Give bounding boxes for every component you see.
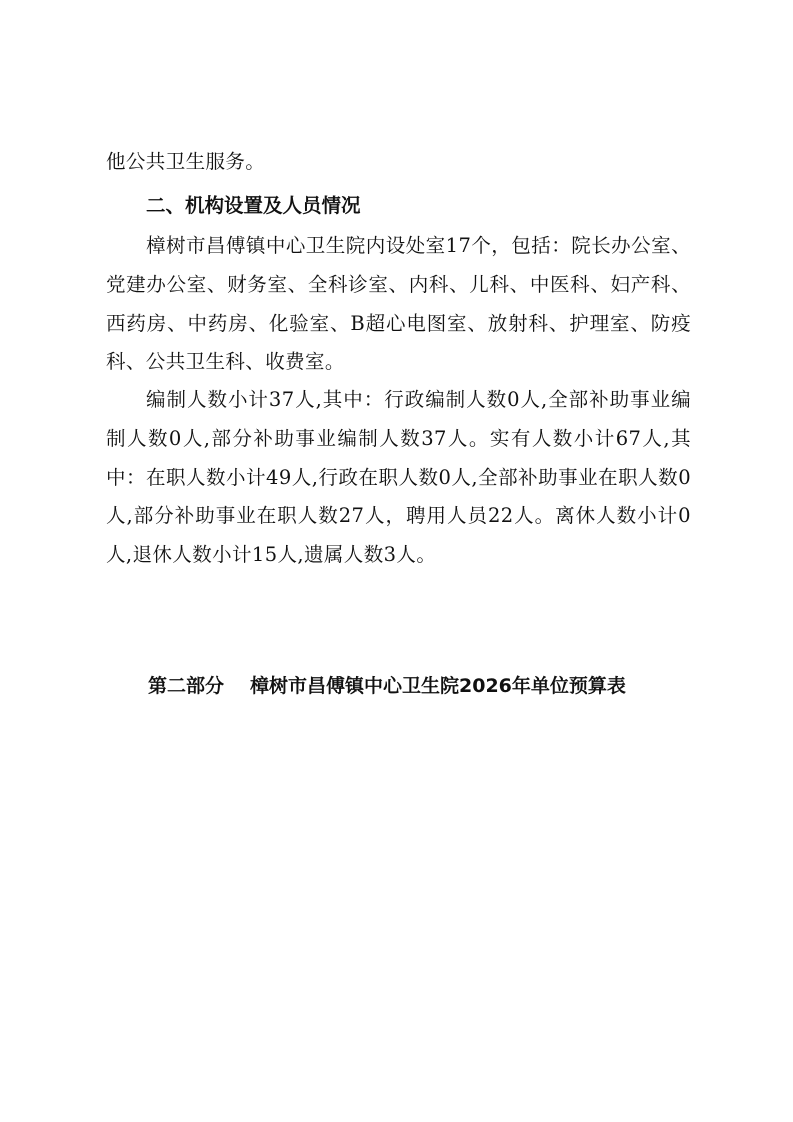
part-label: 第二部分 (148, 675, 225, 697)
staff-paragraph: 编制人数小计37人,其中：行政编制人数0人,全部补助事业编制人数0人,部分补助事业编制人数37人。实有人数小计67人,其中：在职人数小计49人,行政在职人数0人,全部补助事业在职人数0人,部分补助事业在职人数27人，聘用人员22人。离休人数小计0人,退休人数小计15人,遗属人数3人。 (106, 388, 691, 567)
continuation-paragraph: 他公共卫生服务。 (106, 150, 266, 173)
part-title (148, 668, 626, 704)
organization-paragraph: 樟树市昌傅镇中心卫生院内设处室17个，包括：院长办公室、党建办公室、财务室、全科诊室、内科、儿科、中医科、妇产科、西药房、中药房、化验室、B超心电图室、放射科、护理室、防疫科、公共卫生科、收费室。 (106, 234, 691, 374)
part-title-text: 樟树市昌傅镇中心卫生院2026年单位预算表 (250, 675, 626, 697)
section-heading: 二、机构设置及人员情况 (146, 194, 361, 217)
